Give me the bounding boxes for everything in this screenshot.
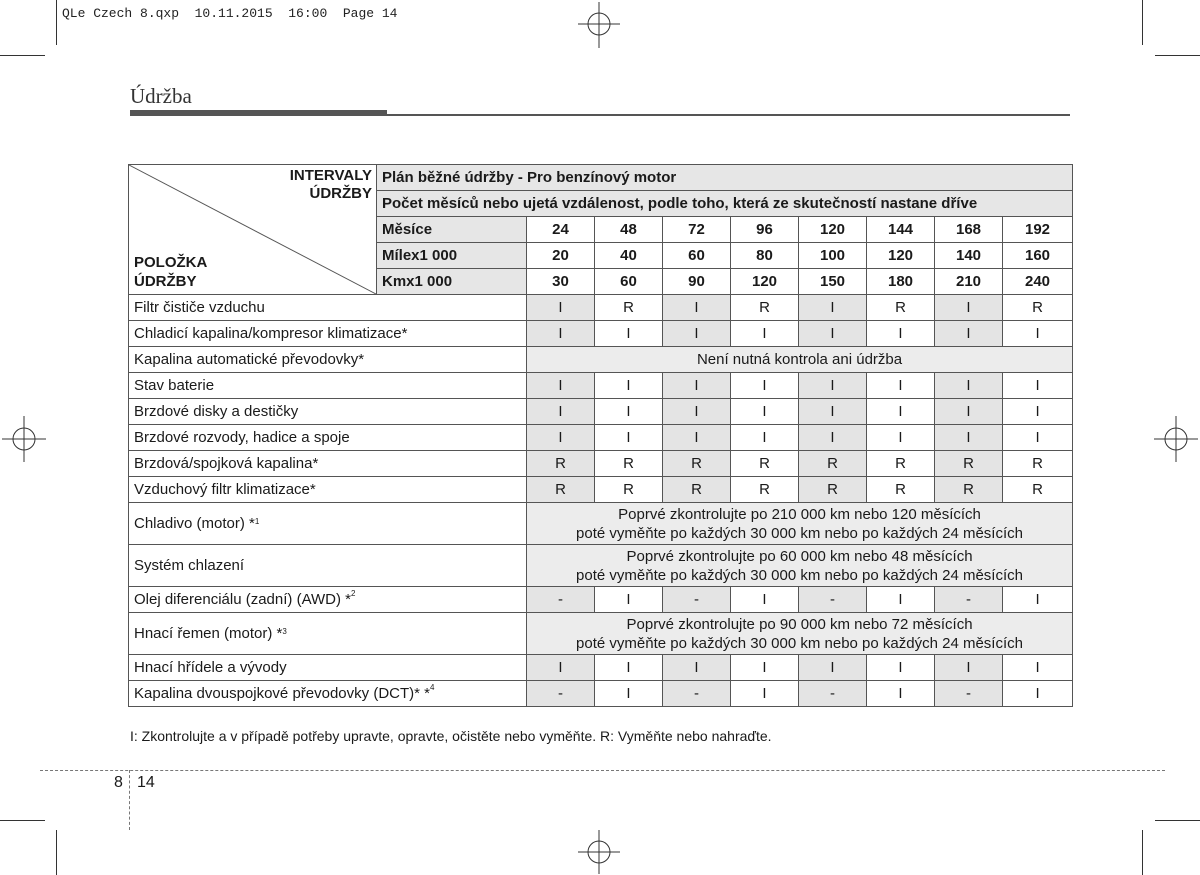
crop-mark — [56, 830, 57, 875]
interval-value: 168 — [935, 217, 1003, 243]
table-row — [129, 347, 1073, 373]
interval-value: 180 — [867, 269, 935, 295]
item-action-cell: - — [527, 681, 595, 707]
interval-value: 144 — [867, 217, 935, 243]
item-action-cell: R — [527, 451, 595, 477]
item-action-cell: R — [867, 295, 935, 321]
item-action-cell: I — [527, 295, 595, 321]
item-action-cell: I — [1003, 399, 1073, 425]
plan-subtitle: Počet měsíců nebo ujetá vzdálenost, podle toho, která ze skutečností nastane dříve — [377, 191, 1073, 217]
item-name-cell — [129, 681, 527, 707]
item-action-cell: R — [867, 477, 935, 503]
table-corner-cell — [129, 165, 377, 295]
table-row — [129, 587, 1073, 613]
item-name: Kapalina automatické převodovky* — [134, 351, 365, 368]
item-name: Chladivo (motor) * — [134, 515, 255, 532]
item-footnote-marker: 3 — [282, 627, 287, 636]
item-interval-note — [527, 503, 1073, 545]
registration-mark-top — [574, 0, 624, 50]
table-row — [129, 399, 1073, 425]
item-action-cell: I — [595, 681, 663, 707]
interval-value: 96 — [731, 217, 799, 243]
item-footnote-marker: 1 — [254, 517, 260, 526]
interval-value: 20 — [527, 243, 595, 269]
registration-mark-right — [1152, 414, 1200, 464]
interval-value: 120 — [799, 217, 867, 243]
registration-mark-bottom — [574, 828, 624, 875]
item-name: Kapalina dvouspojkové převodovky (DCT)* * — [134, 685, 430, 702]
maintenance-schedule-table — [128, 164, 1073, 707]
interval-value: 48 — [595, 217, 663, 243]
item-action-cell: - — [935, 681, 1003, 707]
interval-value: 60 — [663, 243, 731, 269]
table-row — [129, 295, 1073, 321]
interval-label: Mílex1 000 — [377, 243, 527, 269]
interval-value: 210 — [935, 269, 1003, 295]
item-action-cell: R — [595, 477, 663, 503]
interval-label: Měsíce — [377, 217, 527, 243]
table-row — [129, 613, 1073, 655]
item-interval-note-line: poté vyměňte po každých 30 000 km nebo po každých 24 měsících — [576, 566, 1023, 584]
corner-top-label — [290, 167, 372, 203]
corner-bottom-line: ÚDRŽBY — [134, 273, 197, 290]
item-interval-note-line: poté vyměňte po každých 30 000 km nebo po každých 24 měsících — [576, 524, 1023, 542]
crop-mark — [1142, 830, 1143, 875]
interval-value: 240 — [1003, 269, 1073, 295]
item-name: Brzdové disky a destičky — [134, 403, 299, 420]
item-action-cell: I — [867, 321, 935, 347]
item-footnote-marker: 4 — [429, 683, 435, 692]
plan-title: Plán běžné údržby - Pro benzínový motor — [377, 165, 1073, 191]
registration-mark-left — [0, 414, 48, 464]
item-action-cell: I — [799, 295, 867, 321]
item-name: Systém chlazení — [134, 557, 245, 574]
item-action-cell: I — [1003, 321, 1073, 347]
header-rule-accent — [130, 110, 387, 116]
item-action-cell: I — [731, 425, 799, 451]
item-action-cell: I — [663, 655, 731, 681]
table-row — [129, 477, 1073, 503]
item-interval-note-line: poté vyměňte po každých 30 000 km nebo po každých 24 měsících — [576, 634, 1023, 652]
item-action-cell: I — [799, 321, 867, 347]
item-action-cell: I — [1003, 373, 1073, 399]
item-action-cell: - — [663, 681, 731, 707]
interval-value: 60 — [595, 269, 663, 295]
item-name: Filtr čističe vzduchu — [134, 299, 265, 316]
table-row — [129, 655, 1073, 681]
corner-top-line: INTERVALY — [289, 167, 372, 184]
interval-value: 100 — [799, 243, 867, 269]
item-name-cell — [129, 321, 527, 347]
item-name: Brzdové rozvody, hadice a spoje — [134, 429, 350, 446]
item-action-cell: R — [799, 451, 867, 477]
item-name-cell — [129, 477, 527, 503]
item-action-cell: R — [663, 477, 731, 503]
item-action-cell: I — [731, 681, 799, 707]
item-interval-note-line: Není nutná kontrola ani údržba — [696, 351, 903, 368]
legend-footnote: I: Zkontrolujte a v případě potřeby upravte, opravte, očistěte nebo vyměňte. R: Vyměňte nebo nahraďte. — [130, 728, 772, 744]
item-action-cell: I — [935, 321, 1003, 347]
item-action-cell: R — [731, 477, 799, 503]
item-action-cell: I — [935, 655, 1003, 681]
item-action-cell: I — [663, 399, 731, 425]
interval-value: 140 — [935, 243, 1003, 269]
item-action-cell: I — [595, 373, 663, 399]
item-action-cell: R — [527, 477, 595, 503]
item-action-cell: I — [595, 587, 663, 613]
interval-value: 120 — [867, 243, 935, 269]
item-action-cell: I — [595, 399, 663, 425]
item-action-cell: R — [731, 451, 799, 477]
item-action-cell: R — [935, 451, 1003, 477]
item-interval-note — [527, 613, 1073, 655]
item-action-cell: I — [731, 655, 799, 681]
item-name-cell — [129, 373, 527, 399]
item-action-cell: R — [663, 451, 731, 477]
item-name: Hnací hřídele a vývody — [134, 659, 287, 676]
item-action-cell: I — [595, 425, 663, 451]
item-action-cell: I — [1003, 681, 1073, 707]
item-interval-note-line: Poprvé zkontrolujte po 60 000 km nebo 48 měsících — [626, 547, 973, 565]
item-action-cell: R — [595, 295, 663, 321]
interval-value: 72 — [663, 217, 731, 243]
table-row — [129, 425, 1073, 451]
table-header-row — [129, 165, 1073, 191]
item-action-cell: I — [731, 321, 799, 347]
item-name-cell — [129, 347, 527, 373]
item-name: Stav baterie — [134, 377, 215, 394]
crop-mark — [0, 55, 45, 56]
item-action-cell: I — [527, 655, 595, 681]
interval-value: 80 — [731, 243, 799, 269]
crop-mark — [1155, 820, 1200, 821]
item-action-cell: I — [527, 321, 595, 347]
item-action-cell: R — [799, 477, 867, 503]
item-action-cell: R — [867, 451, 935, 477]
interval-value: 150 — [799, 269, 867, 295]
item-action-cell: I — [867, 425, 935, 451]
item-name: Brzdová/spojková kapalina* — [134, 455, 319, 472]
table-row — [129, 681, 1073, 707]
interval-value: 90 — [663, 269, 731, 295]
item-action-cell: I — [799, 373, 867, 399]
item-action-cell: I — [527, 373, 595, 399]
item-action-cell: - — [527, 587, 595, 613]
footer-dashed-divider — [129, 770, 130, 830]
item-action-cell: I — [731, 373, 799, 399]
item-action-cell: I — [867, 399, 935, 425]
item-action-cell: I — [663, 373, 731, 399]
item-action-cell: R — [1003, 295, 1073, 321]
item-action-cell: I — [935, 373, 1003, 399]
corner-bottom-label — [134, 253, 207, 291]
item-action-cell: I — [731, 399, 799, 425]
item-action-cell: I — [799, 399, 867, 425]
item-name: Chladicí kapalina/kompresor klimatizace* — [134, 325, 408, 342]
item-action-cell: - — [799, 587, 867, 613]
table-row — [129, 503, 1073, 545]
item-name-cell — [129, 399, 527, 425]
item-action-cell: R — [595, 451, 663, 477]
item-action-cell: I — [867, 655, 935, 681]
item-action-cell: I — [1003, 587, 1073, 613]
item-interval-note — [527, 545, 1073, 587]
item-action-cell: R — [1003, 477, 1073, 503]
interval-value: 192 — [1003, 217, 1073, 243]
item-name-cell — [129, 587, 527, 613]
crop-mark — [56, 0, 57, 45]
item-interval-note-line: Poprvé zkontrolujte po 210 000 km nebo 120 měsících — [618, 505, 981, 523]
item-name: Vzduchový filtr klimatizace* — [134, 481, 316, 498]
item-footnote-marker: 2 — [351, 589, 356, 598]
item-action-cell: - — [935, 587, 1003, 613]
item-name-cell — [129, 451, 527, 477]
item-name-cell — [129, 545, 527, 587]
item-action-cell: R — [935, 477, 1003, 503]
item-name: Olej diferenciálu (zadní) (AWD) * — [134, 591, 352, 608]
footer-dashed-rule — [40, 770, 1165, 771]
page-section-number: 8 — [114, 774, 123, 791]
item-name-cell — [129, 295, 527, 321]
item-name-cell — [129, 503, 527, 545]
crop-mark — [1155, 55, 1200, 56]
item-action-cell: I — [935, 399, 1003, 425]
print-slug: QLe Czech 8.qxp 10.11.2015 16:00 Page 14 — [62, 6, 398, 21]
item-action-cell: R — [731, 295, 799, 321]
crop-mark — [1142, 0, 1143, 45]
item-action-cell: I — [663, 295, 731, 321]
interval-value: 160 — [1003, 243, 1073, 269]
corner-top-line: ÚDRŽBY — [309, 185, 372, 202]
item-action-cell: I — [1003, 655, 1073, 681]
item-action-cell: - — [799, 681, 867, 707]
table-row — [129, 545, 1073, 587]
item-action-cell: I — [595, 321, 663, 347]
item-action-cell: I — [731, 587, 799, 613]
corner-bottom-line: POLOŽKA — [134, 254, 208, 271]
item-action-cell: I — [663, 321, 731, 347]
item-action-cell: I — [527, 425, 595, 451]
item-action-cell: I — [1003, 425, 1073, 451]
item-action-cell: - — [663, 587, 731, 613]
item-name-cell — [129, 655, 527, 681]
item-action-cell: I — [867, 681, 935, 707]
page-number: 14 — [137, 774, 155, 791]
item-name-cell — [129, 425, 527, 451]
item-action-cell: I — [527, 399, 595, 425]
interval-label: Kmx1 000 — [377, 269, 527, 295]
interval-value: 30 — [527, 269, 595, 295]
item-interval-note — [527, 347, 1073, 373]
table-row — [129, 451, 1073, 477]
table-row — [129, 321, 1073, 347]
item-action-cell: I — [663, 425, 731, 451]
table-row — [129, 373, 1073, 399]
interval-value: 120 — [731, 269, 799, 295]
item-action-cell: I — [935, 295, 1003, 321]
item-name-cell — [129, 613, 527, 655]
item-action-cell: I — [867, 587, 935, 613]
item-action-cell: R — [1003, 451, 1073, 477]
item-action-cell: I — [799, 655, 867, 681]
item-name: Hnací řemen (motor) * — [134, 625, 283, 642]
item-action-cell: I — [595, 655, 663, 681]
item-action-cell: I — [867, 373, 935, 399]
crop-mark — [0, 820, 45, 821]
item-action-cell: I — [935, 425, 1003, 451]
item-interval-note-line: Poprvé zkontrolujte po 90 000 km nebo 72 měsících — [626, 615, 973, 633]
interval-value: 24 — [527, 217, 595, 243]
section-title: Údržba — [130, 84, 192, 108]
interval-value: 40 — [595, 243, 663, 269]
item-action-cell: I — [799, 425, 867, 451]
